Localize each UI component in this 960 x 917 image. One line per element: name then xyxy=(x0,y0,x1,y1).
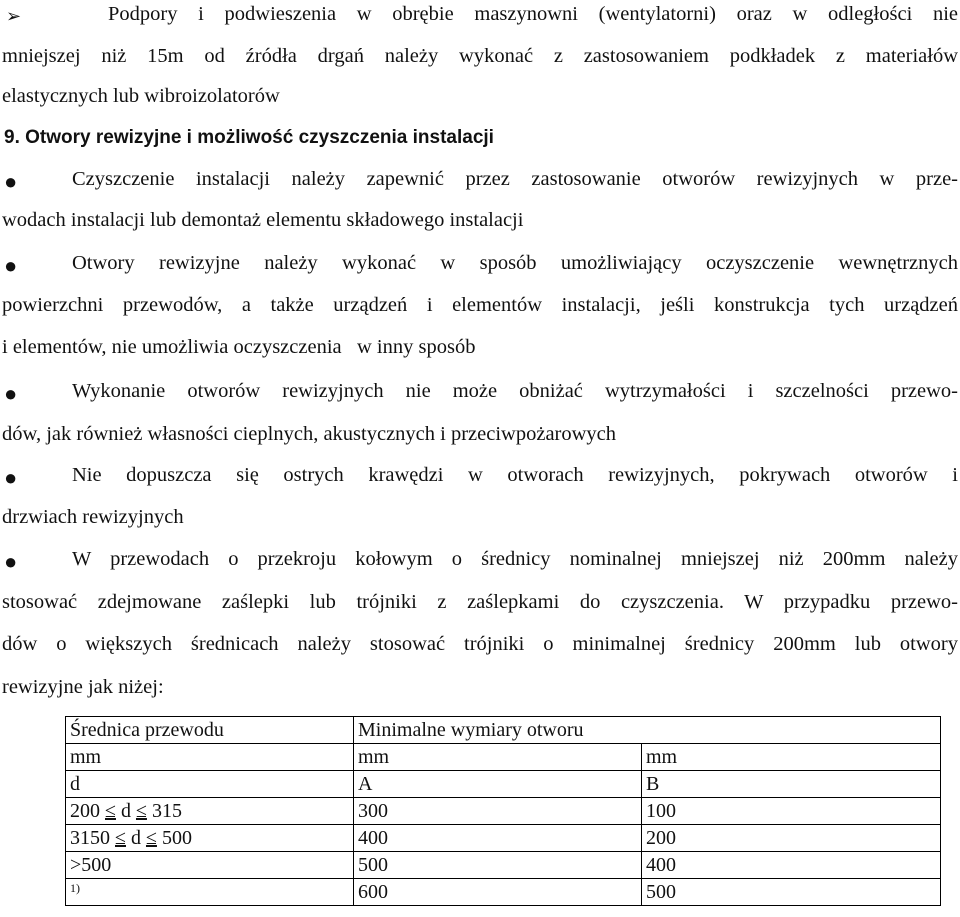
bullet-3-line-1: Wykonanie otworów rewizyjnych nie może obniżać wytrzymałości i szczelności przewo- xyxy=(72,380,958,402)
table-cell: mm xyxy=(354,744,642,771)
bullet-2-line-3: i elementów, nie umożliwia oczyszczenia w inny sposób xyxy=(2,336,476,358)
table-cell: B xyxy=(642,771,941,798)
table-cell: d xyxy=(66,771,354,798)
range-from: 200 xyxy=(70,799,105,822)
table-cell: mm xyxy=(66,744,354,771)
bullet-2-line-1: Otwory rewizyjne należy wykonać w sposób umożliwiający oczyszczenie wewnętrznych xyxy=(72,252,958,274)
table-row xyxy=(66,879,941,906)
range-var: d xyxy=(115,799,136,822)
arrow-bullet-icon: ➢ xyxy=(6,6,22,26)
bullet-5-line-1: W przewodach o przekroju kołowym o średnicy nominalnej mniejszej niż 200mm należy xyxy=(72,548,958,570)
bullet-4-line-1: Nie dopuszcza się ostrych krawędzi w otworach rewizyjnych, pokrywach otworów i xyxy=(72,464,958,486)
table-cell: 500 xyxy=(354,852,642,879)
le-symbol: ≤ xyxy=(115,826,126,849)
table-cell: 600 xyxy=(354,879,642,906)
intro-line-2: mniejszej niż 15m od źródła drgań należy wykonać z zastosowaniem podkładek z materiałów xyxy=(2,45,958,67)
table-cell: A xyxy=(354,771,642,798)
bullet-4-line-2: drzwiach rewizyjnych xyxy=(2,506,184,528)
bullet-2-line-2: powierzchni przewodów, a także urządzeń i elementów instalacji, jeśli konstrukcja tych urządzeń xyxy=(2,294,958,316)
bullet-icon: ● xyxy=(4,381,18,406)
range-var: d xyxy=(125,826,146,849)
table-cell: 400 xyxy=(354,825,642,852)
table-row xyxy=(66,771,941,798)
bullet-icon: ● xyxy=(4,253,18,278)
bullet-3-line-2: dów, jak również własności cieplnych, akustycznych i przeciwpożarowych xyxy=(2,423,617,445)
le-symbol: ≤ xyxy=(145,826,157,849)
table-cell: 400 xyxy=(642,852,941,879)
header-cell-min-dimensions: Minimalne wymiary otworu xyxy=(354,717,941,744)
table-row xyxy=(66,852,941,879)
table-row xyxy=(66,825,941,852)
dimensions-table xyxy=(65,716,941,906)
intro-line-1: Podpory i podwieszenia w obrębie maszynowni (wentylatorni) oraz w odległości nie xyxy=(108,3,958,25)
bullet-5-line-4: rewizyjne jak niżej: xyxy=(2,676,164,698)
table-cell-footnote xyxy=(66,879,354,906)
table-cell: mm xyxy=(642,744,941,771)
table-cell-range xyxy=(66,825,354,852)
bullet-icon: ● xyxy=(4,465,18,490)
footnote-marker: 1) xyxy=(70,880,80,895)
table-cell-range xyxy=(66,798,354,825)
le-symbol: ≤ xyxy=(135,799,147,822)
bullet-1-line-2: wodach instalacji lub demontaż elementu składowego instalacji xyxy=(2,209,524,231)
bullet-1-line-1: Czyszczenie instalacji należy zapewnić przez zastosowanie otworów rewizyjnych w prze- xyxy=(72,168,958,190)
range-to: 315 xyxy=(146,799,182,822)
table-cell: 500 xyxy=(642,879,941,906)
table-cell: 200 xyxy=(642,825,941,852)
table-header-row xyxy=(66,717,941,744)
table-cell: >500 xyxy=(66,852,354,879)
range-to: 500 xyxy=(156,826,192,849)
section-heading: 9. Otwory rewizyjne i możliwość czyszczenia instalacji xyxy=(4,127,494,148)
table-row xyxy=(66,798,941,825)
bullet-5-line-2: stosować zdejmowane zaślepki lub trójniki z zaślepkami do czyszczenia. W przypadku przewo- xyxy=(2,591,958,613)
bullet-icon: ● xyxy=(4,549,18,574)
le-symbol: ≤ xyxy=(105,799,116,822)
intro-line-3: elastycznych lub wibroizolatorów xyxy=(2,85,280,107)
header-cell-diameter: Średnica przewodu xyxy=(66,717,354,744)
bullet-icon: ● xyxy=(4,169,18,194)
bullet-5-line-3: dów o większych średnicach należy stosować trójniki o minimalnej średnicy 200mm lub otwory xyxy=(2,633,958,655)
table-row xyxy=(66,744,941,771)
table-cell: 300 xyxy=(354,798,642,825)
table-cell: 100 xyxy=(642,798,941,825)
range-from: 3150 xyxy=(70,826,115,849)
